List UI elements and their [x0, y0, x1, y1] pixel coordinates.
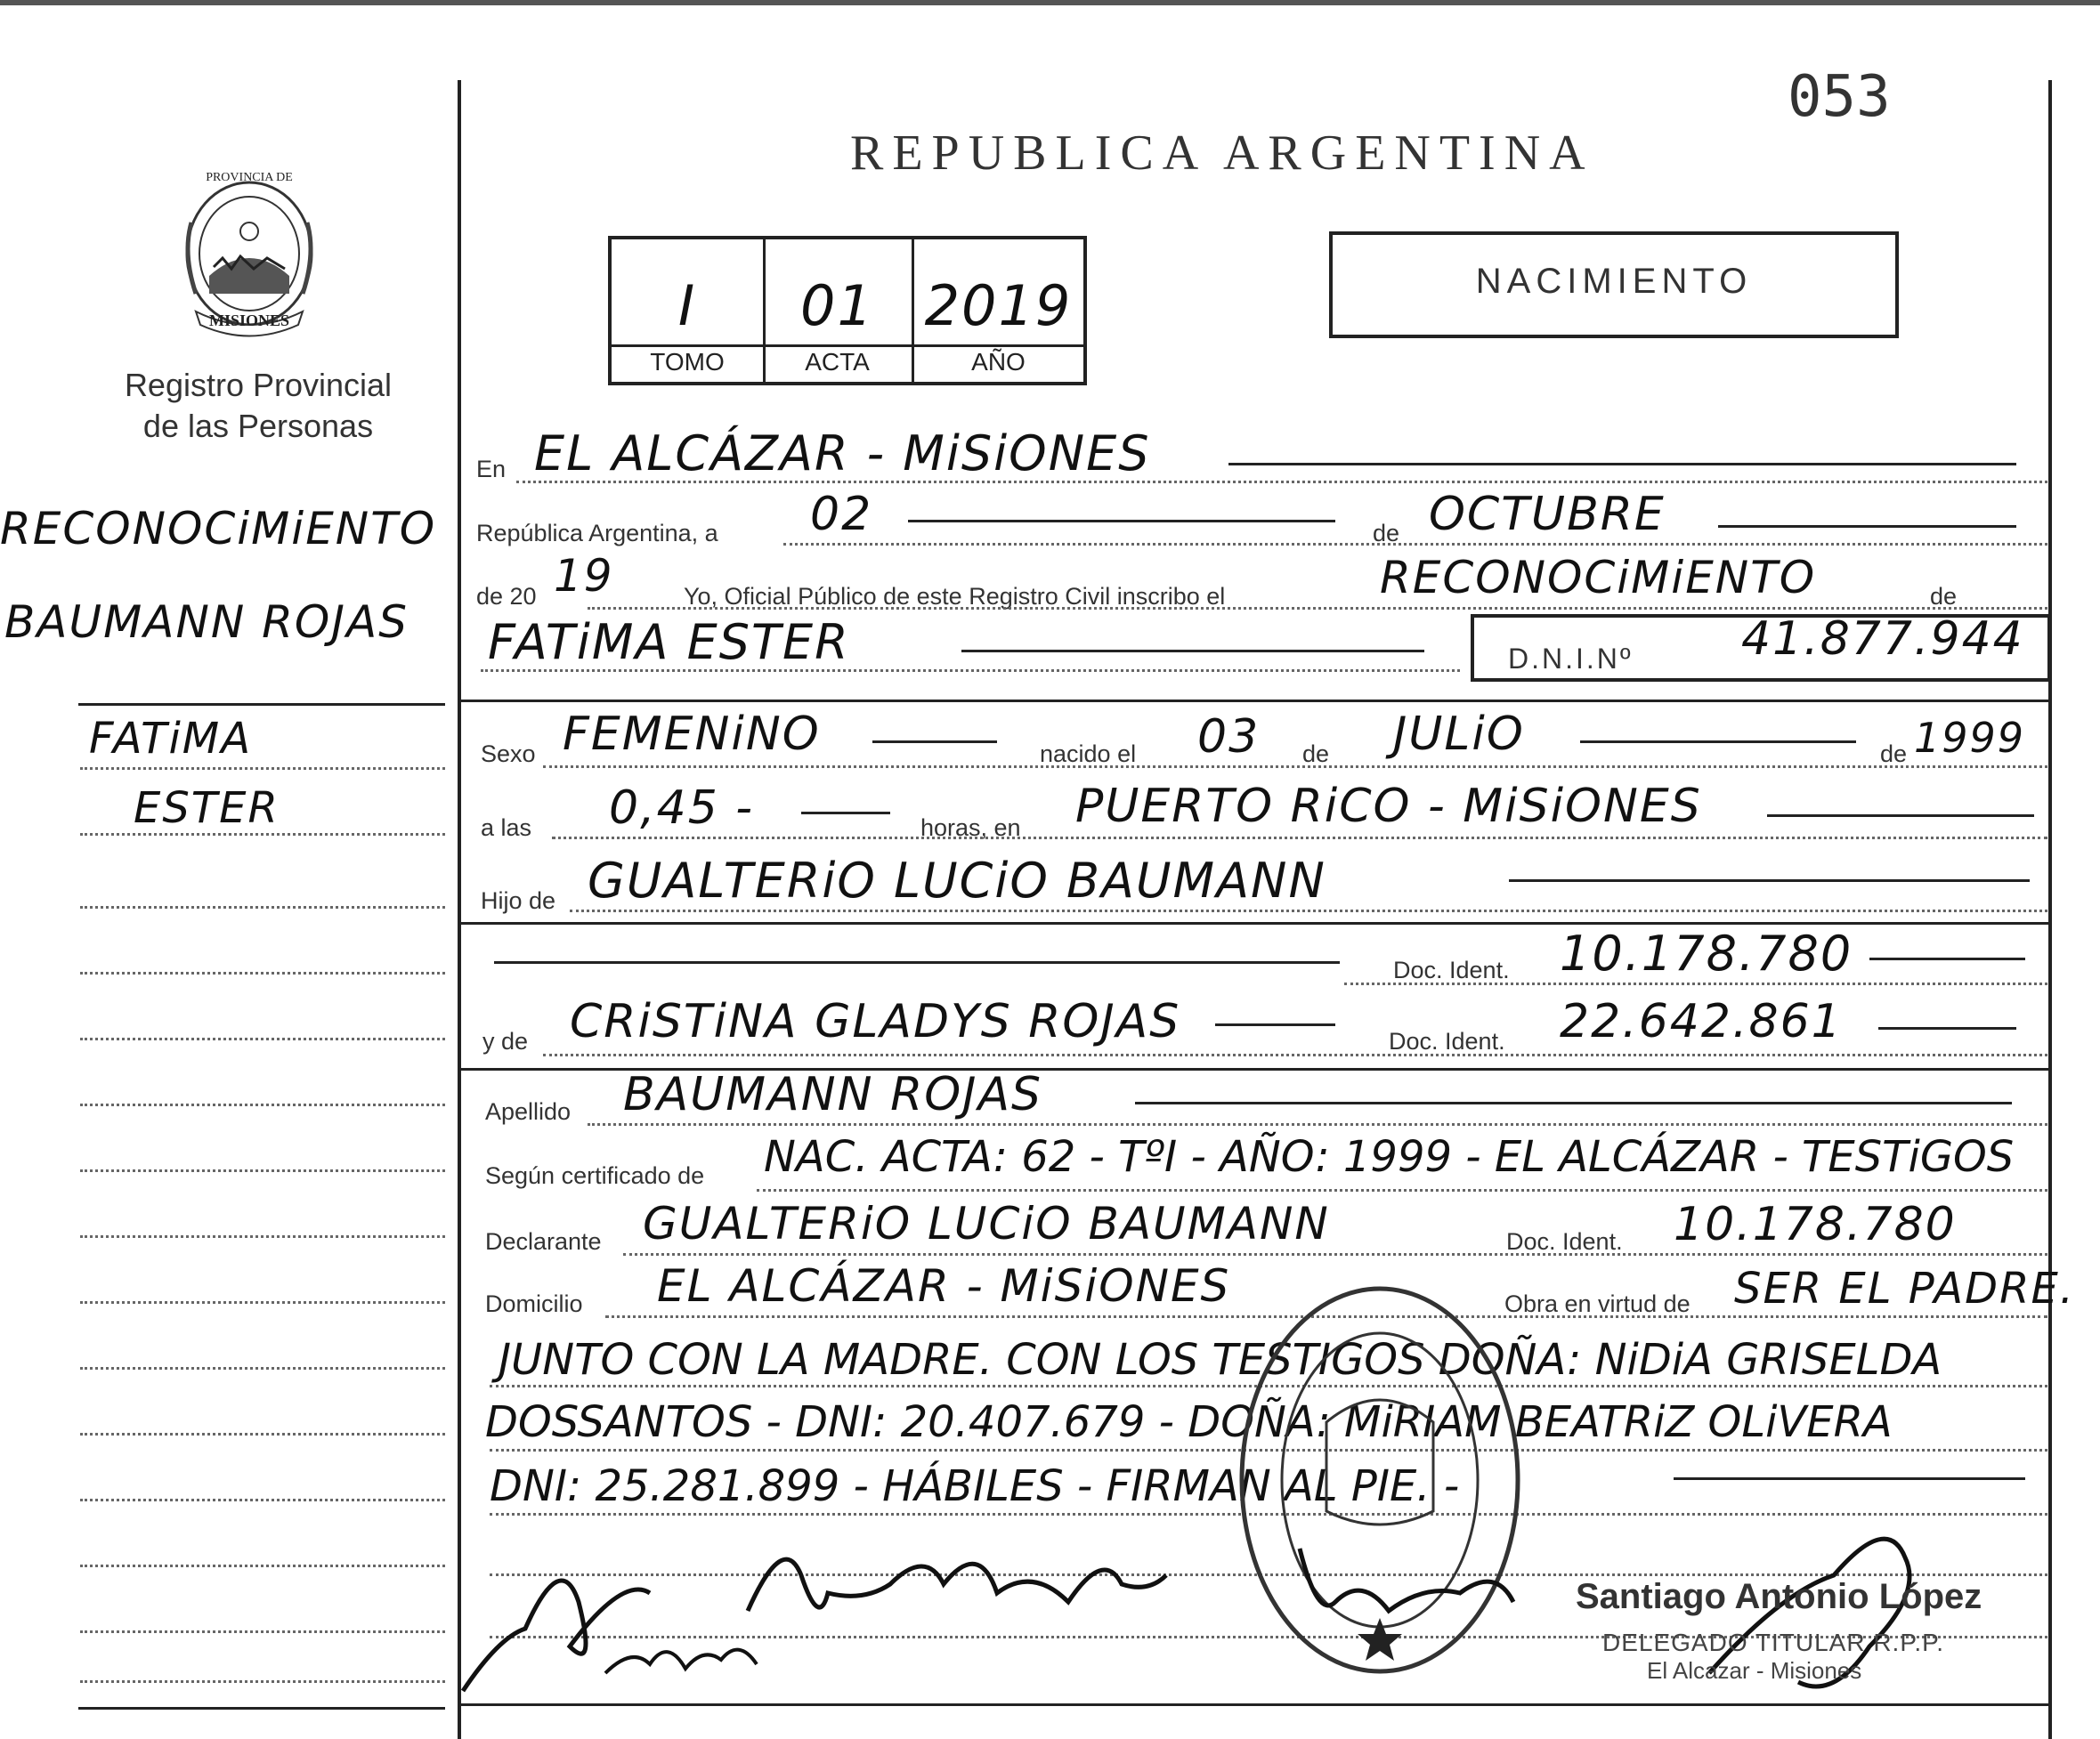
- father-doc-dots: [1344, 983, 2047, 985]
- text-line-1: JUNTO CON LA MADRE. CON LOS TESTIGOS DOÑA: NiDiA GRISELDA: [499, 1335, 1942, 1385]
- act-type-box: [1329, 231, 1899, 338]
- birth-time-value: 0,45 -: [609, 781, 755, 835]
- birth-place-value: PUERTO RiCO - MiSiONES: [1075, 780, 1702, 833]
- mother-doc-dash: [1878, 1027, 2016, 1030]
- margin-note-line1: RECONOCiMiENTO: [0, 503, 437, 554]
- republica-label: República Argentina, a: [476, 520, 718, 546]
- domicilio-value: EL ALCÁZAR - MiSiONES: [657, 1260, 1231, 1312]
- de-label-3: de: [1302, 740, 1330, 767]
- place-value: EL ALCÁZAR - MiSiONES: [534, 425, 1151, 481]
- birth-month-dash: [1580, 740, 1856, 743]
- hijo-dots: [570, 910, 2047, 912]
- sexo-label: Sexo: [481, 740, 536, 767]
- registry-name-line2: de las Personas: [142, 408, 374, 444]
- day-value: 02: [810, 488, 873, 541]
- mother-name-value: CRiSTiNA GLADYS ROJAS: [570, 995, 1181, 1048]
- month-value: OCTUBRE: [1429, 488, 1666, 541]
- margin-given-name-line1: FATiMA: [89, 714, 253, 764]
- horas-label: horas, en: [920, 814, 1021, 841]
- top-border: [0, 0, 2100, 5]
- seal-bottom-text: MISIONES: [208, 311, 290, 329]
- father-doc-end-dash: [1869, 958, 2025, 960]
- section-divider-2: [459, 922, 2048, 925]
- alas-label: a las: [481, 814, 532, 841]
- dni-box: [1471, 614, 2051, 682]
- margin-note-line2: BAUMANN ROJAS: [4, 596, 409, 648]
- de-label: de: [1373, 520, 1400, 546]
- yo-dots: [588, 607, 2047, 610]
- text-line-3: DNI: 25.281.899 - HÁBILES - FIRMAN AL PIE. -: [490, 1461, 1460, 1511]
- en-dots: [516, 481, 2047, 483]
- dni-label: D.N.I.Nº: [1508, 643, 1634, 675]
- tomo-label: TOMO: [650, 348, 725, 376]
- section-divider-1: [459, 700, 2048, 702]
- father-doc-value: 10.178.780: [1560, 926, 1853, 982]
- yde-dots: [543, 1054, 2047, 1056]
- sexo-dots: [543, 765, 2047, 768]
- acta-value: 01: [800, 273, 874, 338]
- republica-dots: [783, 543, 2047, 546]
- obra-label: Obra en virtud de: [1504, 1290, 1691, 1317]
- ano-label: AÑO: [971, 348, 1026, 376]
- left-vertical-rule: [458, 80, 461, 1739]
- right-vertical-rule: [2048, 80, 2052, 1739]
- yo-label: Yo, Oficial Público de este Registro Civil inscribo el: [684, 583, 1226, 610]
- certificado-label: Según certificado de: [485, 1162, 705, 1189]
- apellido-value: BAUMANN ROJAS: [623, 1068, 1043, 1121]
- doc-label-mother: Doc. Ident.: [1389, 1028, 1505, 1055]
- province-seal: [169, 169, 329, 338]
- declarante-label: Declarante: [485, 1228, 602, 1255]
- official-location: El Alcazar - Misiones: [1647, 1657, 1862, 1684]
- mother-dash: [1215, 1023, 1335, 1026]
- year-prefix-label: de 20: [476, 583, 537, 610]
- father-doc-dash: [494, 961, 1340, 964]
- registry-name-line1: Registro Provincial: [124, 367, 393, 403]
- apellido-dots: [588, 1123, 2047, 1126]
- seal-top-text: PROVINCIA DE: [206, 171, 293, 184]
- sexo-dash: [872, 740, 997, 743]
- day-dash: [908, 520, 1335, 522]
- official-title: DELEGADO TITULAR R.P.P.: [1602, 1629, 1945, 1656]
- father-dash: [1509, 879, 2030, 882]
- domicilio-label: Domicilio: [485, 1290, 583, 1317]
- apellido-label: Apellido: [485, 1098, 572, 1125]
- record-box: [608, 236, 1087, 385]
- name-dots: [481, 669, 1460, 672]
- sexo-value: FEMENiNO: [563, 708, 821, 761]
- en-dash: [1228, 463, 2016, 465]
- official-name: Santiago Antonio López: [1576, 1577, 1982, 1616]
- declarante-doc-value: 10.178.780: [1674, 1198, 1957, 1251]
- declarante-dots: [623, 1253, 2047, 1256]
- apellido-dash: [1135, 1102, 2012, 1104]
- doc-label-father: Doc. Ident.: [1393, 957, 1510, 983]
- doc-label-declarante: Doc. Ident.: [1506, 1228, 1623, 1255]
- certificado-value: NAC. ACTA: 62 - TºI - AÑO: 1999 - EL ALCÁZAR - TESTiGOS: [764, 1132, 2015, 1182]
- dni-value: 41.877.944: [1741, 612, 2024, 666]
- mother-doc-value: 22.642.861: [1560, 995, 1843, 1048]
- certificado-dots: [757, 1189, 2047, 1192]
- tomo-value: I: [677, 273, 697, 338]
- nacido-label: nacido el: [1040, 740, 1137, 767]
- page-title: REPUBLICA ARGENTINA: [850, 125, 1594, 181]
- margin-divider: [78, 703, 445, 706]
- text-line-2: DOSSANTOS - DNI: 20.407.679 - DOÑA: MiRIAM BEATRiZ OLiVERA: [485, 1397, 1893, 1447]
- birth-year-value: 1999: [1914, 714, 2026, 762]
- acta-label: ACTA: [805, 348, 870, 376]
- alas-dots: [552, 837, 2047, 839]
- en-label: En: [476, 456, 507, 482]
- margin-bottom-line: [78, 1707, 445, 1710]
- de-label-4: de: [1880, 740, 1908, 767]
- act-type-value: RECONOCiMiENTO: [1380, 552, 1817, 603]
- ano-value: 2019: [924, 273, 1073, 338]
- act-type-title: NACIMIENTO: [1475, 262, 1753, 301]
- time-dash: [801, 812, 890, 814]
- birth-month-value: JULiO: [1393, 708, 1525, 761]
- declarante-value: GUALTERiO LUCiO BAUMANN: [643, 1198, 1330, 1250]
- text-line-3-dash: [1674, 1477, 2025, 1480]
- obra-value: SER EL PADRE.: [1734, 1264, 2076, 1314]
- de-label-2: de: [1930, 583, 1958, 610]
- margin-given-name-line2: ESTER: [134, 783, 280, 833]
- page-number: 053: [1788, 64, 1891, 130]
- birth-day-value: 03: [1197, 710, 1261, 764]
- yde-label: y de: [482, 1028, 529, 1055]
- birth-place-dash: [1767, 814, 2034, 817]
- hijo-label: Hijo de: [481, 887, 556, 914]
- name-dash: [961, 650, 1424, 652]
- year-suffix-value: 19: [554, 550, 614, 602]
- month-dash: [1718, 525, 2016, 528]
- father-name-value: GUALTERiO LUCiO BAUMANN: [588, 853, 1326, 909]
- person-name-value: FATiMA ESTER: [488, 614, 850, 670]
